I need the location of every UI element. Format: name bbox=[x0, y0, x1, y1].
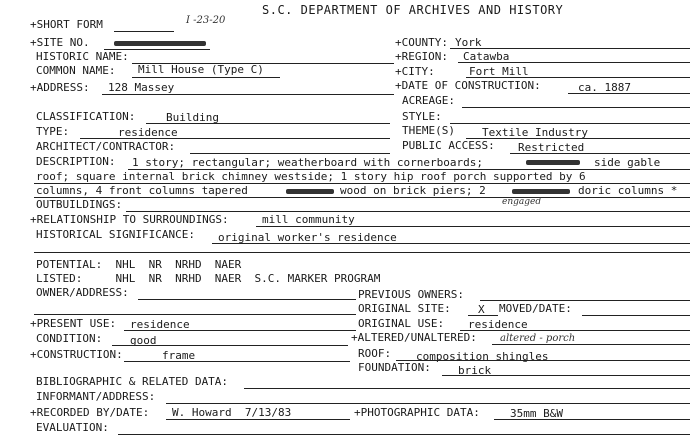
themes-line bbox=[466, 138, 690, 139]
condition-value: good bbox=[130, 334, 157, 347]
moved-date-line bbox=[582, 315, 690, 316]
evaluation-label: EVALUATION: bbox=[36, 421, 109, 434]
description-line-2: roof; square internal brick chimney westside; 1 story hip roof porch supported by 6 bbox=[36, 170, 586, 183]
site-no-label: +SITE NO. bbox=[30, 36, 90, 49]
address-line bbox=[102, 94, 394, 95]
altered-label: +ALTERED/UNALTERED: bbox=[351, 331, 477, 344]
foundation-line bbox=[442, 375, 690, 376]
short-form-line bbox=[114, 31, 174, 32]
redaction-scribble bbox=[114, 41, 206, 46]
description-label: DESCRIPTION: bbox=[36, 155, 116, 168]
photographic-line bbox=[494, 419, 690, 420]
common-name-line bbox=[132, 77, 280, 78]
county-label: +COUNTY: bbox=[395, 36, 448, 49]
handwritten-site-number: I -23-20 bbox=[186, 15, 226, 26]
significance-label: HISTORICAL SIGNIFICANCE: bbox=[36, 228, 195, 241]
recorded-by-line bbox=[166, 419, 350, 420]
public-access-value: Restricted bbox=[518, 141, 585, 154]
public-access-line bbox=[510, 153, 690, 154]
classification-value: Building bbox=[166, 111, 219, 124]
informant-line bbox=[166, 403, 690, 404]
roof-line bbox=[396, 360, 690, 361]
form-header: S.C. DEPARTMENT OF ARCHIVES AND HISTORY bbox=[262, 3, 564, 17]
style-line bbox=[450, 123, 690, 124]
informant-label: INFORMANT/ADDRESS: bbox=[36, 390, 156, 403]
roof-label: ROOF: bbox=[358, 347, 392, 360]
themes-value: Textile Industry bbox=[482, 126, 588, 139]
present-use-value: residence bbox=[130, 318, 190, 331]
county-value: York bbox=[455, 36, 482, 49]
photographic-value: 35mm B&W bbox=[510, 407, 563, 420]
owner-address-line bbox=[138, 299, 356, 300]
outbuildings-line bbox=[126, 211, 690, 212]
original-site-label: ORIGINAL SITE: bbox=[358, 302, 451, 315]
significance-value: original worker's residence bbox=[218, 231, 397, 244]
foundation-label: FOUNDATION: bbox=[358, 361, 431, 374]
handwritten-engaged: engaged bbox=[502, 197, 542, 207]
original-site-line bbox=[468, 315, 498, 316]
bibliographic-label: BIBLIOGRAPHIC & RELATED DATA: bbox=[36, 375, 229, 388]
strikeout-scribble bbox=[286, 189, 334, 194]
original-use-value: residence bbox=[468, 318, 528, 331]
classification-label: CLASSIFICATION: bbox=[36, 110, 136, 123]
construction-value: frame bbox=[162, 349, 196, 362]
description-line-3c: doric columns * bbox=[578, 184, 678, 197]
foundation-value: brick bbox=[458, 364, 492, 377]
construction-label: +CONSTRUCTION: bbox=[30, 348, 123, 361]
original-site-value: X bbox=[478, 303, 485, 316]
common-name-label: COMMON NAME: bbox=[36, 64, 116, 77]
previous-owners-label: PREVIOUS OWNERS: bbox=[358, 288, 464, 301]
acreage-label: ACREAGE: bbox=[402, 94, 455, 107]
style-label: STYLE: bbox=[402, 110, 442, 123]
short-form-label: +SHORT FORM bbox=[30, 18, 103, 31]
present-use-line bbox=[124, 330, 356, 331]
common-name-value: Mill House (Type C) bbox=[138, 63, 264, 76]
roof-value: composition shingles bbox=[416, 350, 549, 363]
historic-name-label: HISTORIC NAME: bbox=[36, 50, 129, 63]
significance-line-2 bbox=[34, 252, 690, 253]
moved-date-label: MOVED/DATE: bbox=[499, 302, 572, 315]
owner-address-label: OWNER/ADDRESS: bbox=[36, 286, 129, 299]
type-value: residence bbox=[118, 126, 178, 139]
potential-row: POTENTIAL: NHL NR NRHD NAER bbox=[36, 258, 242, 271]
handwritten-altered-porch: altered - porch bbox=[500, 333, 576, 344]
listed-row: LISTED: NHL NR NRHD NAER S.C. MARKER PROGRAM bbox=[36, 272, 381, 285]
relationship-label: +RELATIONSHIP TO SURROUNDINGS: bbox=[30, 213, 229, 226]
acreage-line bbox=[462, 107, 690, 108]
original-use-line bbox=[460, 330, 690, 331]
region-value: Catawba bbox=[463, 50, 510, 63]
city-label: +CITY: bbox=[395, 65, 435, 78]
condition-label: CONDITION: bbox=[36, 332, 103, 345]
strikeout-scribble bbox=[526, 160, 580, 165]
type-line bbox=[80, 138, 390, 139]
owner-address-line-2 bbox=[34, 314, 356, 315]
description-line-1b: side gable bbox=[594, 156, 661, 169]
themes-label: THEME(S) bbox=[402, 124, 455, 137]
address-label: +ADDRESS: bbox=[30, 81, 90, 94]
previous-owners-line bbox=[480, 300, 690, 301]
date-construction-line bbox=[568, 93, 690, 94]
relationship-value: mill community bbox=[262, 213, 355, 226]
description-line-1a: 1 story; rectangular; weatherboard with cornerboards; bbox=[132, 156, 483, 169]
architect-line bbox=[190, 153, 390, 154]
evaluation-line bbox=[118, 434, 690, 435]
strikeout-scribble bbox=[512, 189, 570, 194]
construction-line bbox=[124, 361, 350, 362]
relationship-line bbox=[256, 226, 690, 227]
architect-label: ARCHITECT/CONTRACTOR: bbox=[36, 140, 176, 153]
city-line bbox=[466, 77, 690, 78]
city-value: Fort Mill bbox=[469, 65, 529, 78]
significance-line bbox=[212, 243, 690, 244]
description-line-3a: columns, 4 front columns tapered bbox=[36, 184, 248, 197]
address-value: 128 Massey bbox=[108, 81, 175, 94]
region-line bbox=[458, 62, 690, 63]
condition-line bbox=[112, 345, 348, 346]
bibliographic-line bbox=[244, 388, 690, 389]
region-label: +REGION: bbox=[395, 50, 448, 63]
county-line bbox=[450, 48, 690, 49]
classification-line bbox=[146, 123, 390, 124]
altered-line bbox=[492, 344, 690, 345]
recorded-by-value: W. Howard 7/13/83 bbox=[172, 406, 292, 419]
description-underline-3 bbox=[34, 197, 690, 198]
original-use-label: ORIGINAL USE: bbox=[358, 317, 445, 330]
outbuildings-label: OUTBUILDINGS: bbox=[36, 198, 123, 211]
present-use-label: +PRESENT USE: bbox=[30, 317, 117, 330]
type-label: TYPE: bbox=[36, 125, 70, 138]
recorded-by-label: +RECORDED BY/DATE: bbox=[30, 406, 150, 419]
description-line-3b: wood on brick piers; 2 bbox=[340, 184, 486, 197]
date-construction-value: ca. 1887 bbox=[578, 81, 631, 94]
public-access-label: PUBLIC ACCESS: bbox=[402, 139, 495, 152]
date-construction-label: +DATE OF CONSTRUCTION: bbox=[395, 79, 541, 92]
photographic-label: +PHOTOGRAPHIC DATA: bbox=[354, 406, 480, 419]
